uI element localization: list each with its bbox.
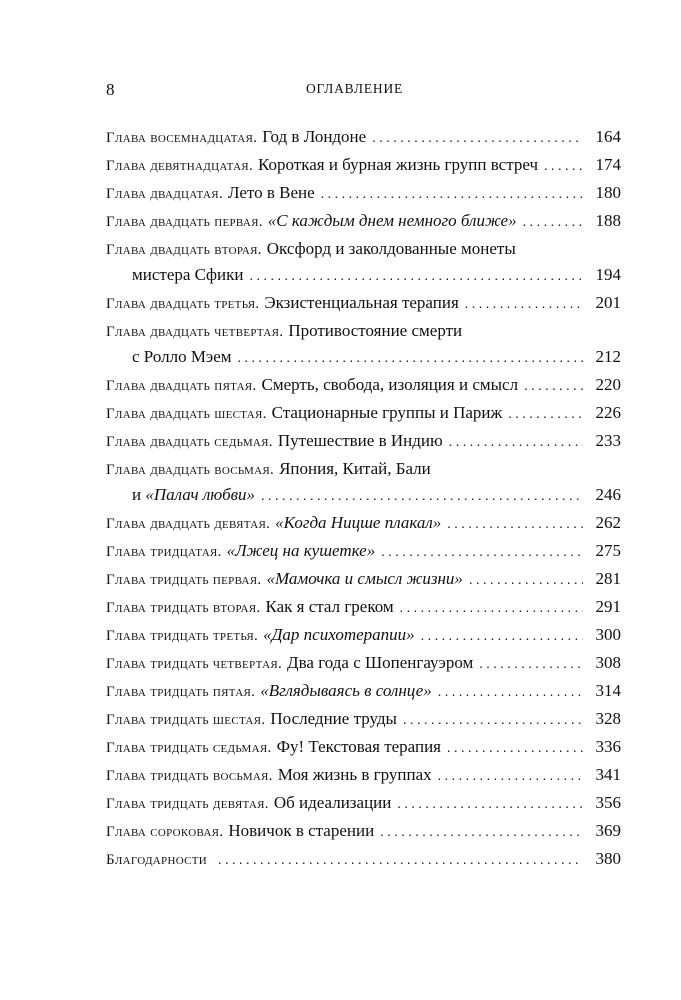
- toc-line: [106, 400, 621, 426]
- toc-line: [106, 236, 621, 262]
- chapter-label: Глава тридцать вторая.: [106, 600, 261, 616]
- toc-line: [106, 846, 621, 872]
- chapter-title-continuation: «Палач любви»: [145, 485, 255, 504]
- toc-entry[interactable]: [106, 650, 621, 676]
- toc-entry[interactable]: [106, 846, 621, 872]
- chapter-title: Оксфорд и заколдованные монеты: [266, 239, 516, 258]
- dot-leader: [524, 372, 583, 400]
- chapter-title: Два года с Шопенгауэром: [287, 653, 474, 672]
- toc-entry[interactable]: [106, 180, 621, 206]
- chapter-label: Глава тридцать первая.: [106, 572, 262, 588]
- toc-line: [106, 318, 621, 344]
- chapter-label: Глава двадцать пятая.: [106, 378, 257, 394]
- chapter-title: Экзистенциальная терапия: [264, 293, 459, 312]
- dot-leader: [449, 428, 583, 456]
- toc-entry[interactable]: [106, 790, 621, 816]
- chapter-title: «Когда Ницше плакал»: [275, 513, 442, 532]
- toc-line-continuation: [106, 262, 621, 288]
- chapter-title: Япония, Китай, Бали: [279, 459, 431, 478]
- chapter-title-prefix: и: [132, 485, 146, 504]
- page-ref: 336: [595, 737, 621, 756]
- page-header: [106, 80, 621, 104]
- chapter-label: Глава тридцать пятая.: [106, 684, 256, 700]
- chapter-label: Глава сороковая.: [106, 824, 224, 840]
- dot-leader: [381, 538, 583, 566]
- chapter-label: Глава девятнадцатая.: [106, 158, 253, 174]
- chapter-title: «Мамочка и смысл жизни»: [266, 569, 463, 588]
- toc-entry[interactable]: [106, 706, 621, 732]
- chapter-title: Год в Лондоне: [262, 127, 367, 146]
- chapter-title: Как я стал греком: [265, 597, 394, 616]
- page-ref: 262: [595, 513, 621, 532]
- chapter-title: Новичок в старении: [228, 821, 375, 840]
- chapter-label: Глава восемнадцатая.: [106, 130, 258, 146]
- page-ref: 328: [595, 709, 621, 728]
- toc-line: [106, 124, 621, 150]
- dot-leader: [523, 208, 583, 236]
- toc-entry[interactable]: [106, 622, 621, 648]
- toc-line: [106, 372, 621, 398]
- toc-line: [106, 538, 621, 564]
- page-number: 8: [106, 80, 115, 99]
- page-ref: 212: [595, 347, 621, 366]
- toc-entry[interactable]: [106, 400, 621, 426]
- page-ref: 164: [595, 127, 621, 146]
- chapter-title: «Вглядываясь в солнце»: [260, 681, 432, 700]
- chapter-title: «С каждым днем немного ближе»: [267, 211, 517, 230]
- page-ref: 369: [595, 821, 621, 840]
- page-ref: 220: [595, 375, 621, 394]
- dot-leader: [218, 846, 583, 874]
- dot-leader: [544, 152, 583, 180]
- page-ref: 341: [595, 765, 621, 784]
- dot-leader: [321, 180, 583, 208]
- page-ref: 291: [595, 597, 621, 616]
- chapter-label: Глава двадцать шестая.: [106, 406, 267, 422]
- page-ref: 246: [595, 485, 621, 504]
- chapter-label: Глава тридцать восьмая.: [106, 768, 273, 784]
- toc-entry[interactable]: [106, 372, 621, 398]
- chapter-label: Глава двадцать вторая.: [106, 242, 262, 258]
- toc-entry[interactable]: [106, 124, 621, 150]
- page-ref: 308: [595, 653, 621, 672]
- chapter-title: «Лжец на кушетке»: [226, 541, 376, 560]
- toc-entry[interactable]: [106, 456, 621, 508]
- chapter-title: Смерть, свобода, изоляция и смысл: [261, 375, 519, 394]
- chapter-label: Глава тридцать четвертая.: [106, 656, 283, 672]
- page-ref: 314: [595, 681, 621, 700]
- chapter-label: Глава тридцатая.: [106, 544, 222, 560]
- toc-line-continuation: [106, 482, 621, 508]
- toc-line: [106, 180, 621, 206]
- dot-leader: [372, 124, 583, 152]
- chapter-label: Глава двадцать восьмая.: [106, 462, 275, 478]
- toc-entry[interactable]: [106, 290, 621, 316]
- running-title: ОГЛАВЛЕНИЕ: [306, 81, 404, 96]
- dot-leader: [447, 510, 583, 538]
- dot-leader: [421, 622, 583, 650]
- chapter-label: Глава двадцать седьмая.: [106, 434, 273, 450]
- dot-leader: [479, 650, 583, 678]
- page-ref: 201: [595, 293, 621, 312]
- dot-leader: [438, 678, 583, 706]
- toc-line: [106, 428, 621, 454]
- toc-entry[interactable]: [106, 734, 621, 760]
- toc-line: [106, 208, 621, 234]
- toc-line: [106, 290, 621, 316]
- chapter-label: Глава двадцать первая.: [106, 214, 263, 230]
- chapter-title: Фу! Текстовая терапия: [276, 737, 442, 756]
- chapter-title-continuation: с Ролло Мэем: [132, 347, 232, 366]
- chapter-label: Глава двадцать девятая.: [106, 516, 271, 532]
- chapter-label: Глава тридцать третья.: [106, 628, 259, 644]
- page-ref: 226: [595, 403, 621, 422]
- dot-leader: [380, 818, 583, 846]
- toc-entry[interactable]: [106, 318, 621, 370]
- table-of-contents: [106, 124, 621, 874]
- chapter-label: Глава двадцать третья.: [106, 296, 260, 312]
- page-ref: 281: [595, 569, 621, 588]
- page-ref: 300: [595, 625, 621, 644]
- toc-line: [106, 456, 621, 482]
- chapter-title: Моя жизнь в группах: [277, 765, 432, 784]
- chapter-label: Глава двадцатая.: [106, 186, 223, 202]
- page-ref: 275: [595, 541, 621, 560]
- chapter-title: Последние труды: [270, 709, 397, 728]
- page-ref: 194: [595, 265, 621, 284]
- page-ref: 174: [595, 155, 621, 174]
- toc-entry[interactable]: [106, 236, 621, 288]
- chapter-label: Благодарности: [106, 852, 207, 868]
- dot-leader: [261, 482, 583, 510]
- dot-leader: [400, 594, 583, 622]
- chapter-title: Лето в Вене: [227, 183, 315, 202]
- dot-leader: [465, 290, 583, 318]
- dot-leader: [238, 344, 583, 372]
- toc-entry[interactable]: [106, 762, 621, 788]
- page-ref: 233: [595, 431, 621, 450]
- page-ref: 356: [595, 793, 621, 812]
- toc-line: [106, 566, 621, 592]
- chapter-title: Стационарные группы и Париж: [271, 403, 503, 422]
- toc-entry[interactable]: [106, 818, 621, 844]
- toc-entry[interactable]: [106, 678, 621, 704]
- toc-entry[interactable]: [106, 594, 621, 620]
- toc-line: [106, 650, 621, 676]
- chapter-title: Короткая и бурная жизнь групп встреч: [258, 155, 539, 174]
- chapter-label: Глава тридцать девятая.: [106, 796, 269, 812]
- page-ref: 380: [595, 849, 621, 868]
- dot-leader: [403, 706, 583, 734]
- toc-entry[interactable]: [106, 208, 621, 234]
- toc-line: [106, 790, 621, 816]
- toc-line: [106, 706, 621, 732]
- toc-line: [106, 678, 621, 704]
- toc-entry[interactable]: [106, 538, 621, 564]
- toc-entry[interactable]: [106, 566, 621, 592]
- toc-entry[interactable]: [106, 428, 621, 454]
- chapter-label: Глава тридцать шестая.: [106, 712, 266, 728]
- dot-leader: [469, 566, 583, 594]
- dot-leader: [249, 262, 583, 290]
- toc-line: [106, 734, 621, 760]
- chapter-label: Глава тридцать седьмая.: [106, 740, 272, 756]
- dot-leader: [397, 790, 583, 818]
- dot-leader: [447, 734, 583, 762]
- chapter-title: Об идеализации: [273, 793, 392, 812]
- chapter-title-continuation: мистера Сфики: [132, 265, 244, 284]
- dot-leader: [438, 762, 583, 790]
- toc-line: [106, 818, 621, 844]
- toc-line: [106, 762, 621, 788]
- toc-line: [106, 622, 621, 648]
- toc-line-continuation: [106, 344, 621, 370]
- dot-leader: [508, 400, 583, 428]
- toc-entry[interactable]: [106, 510, 621, 536]
- chapter-label: Глава двадцать четвертая.: [106, 324, 284, 340]
- page-ref: 180: [595, 183, 621, 202]
- toc-line: [106, 152, 621, 178]
- page-ref: 188: [595, 211, 621, 230]
- toc-entry[interactable]: [106, 152, 621, 178]
- toc-line: [106, 594, 621, 620]
- chapter-title: Путешествие в Индию: [277, 431, 443, 450]
- chapter-title: «Дар психотерапии»: [263, 625, 415, 644]
- chapter-title: Противостояние смерти: [288, 321, 463, 340]
- toc-line: [106, 510, 621, 536]
